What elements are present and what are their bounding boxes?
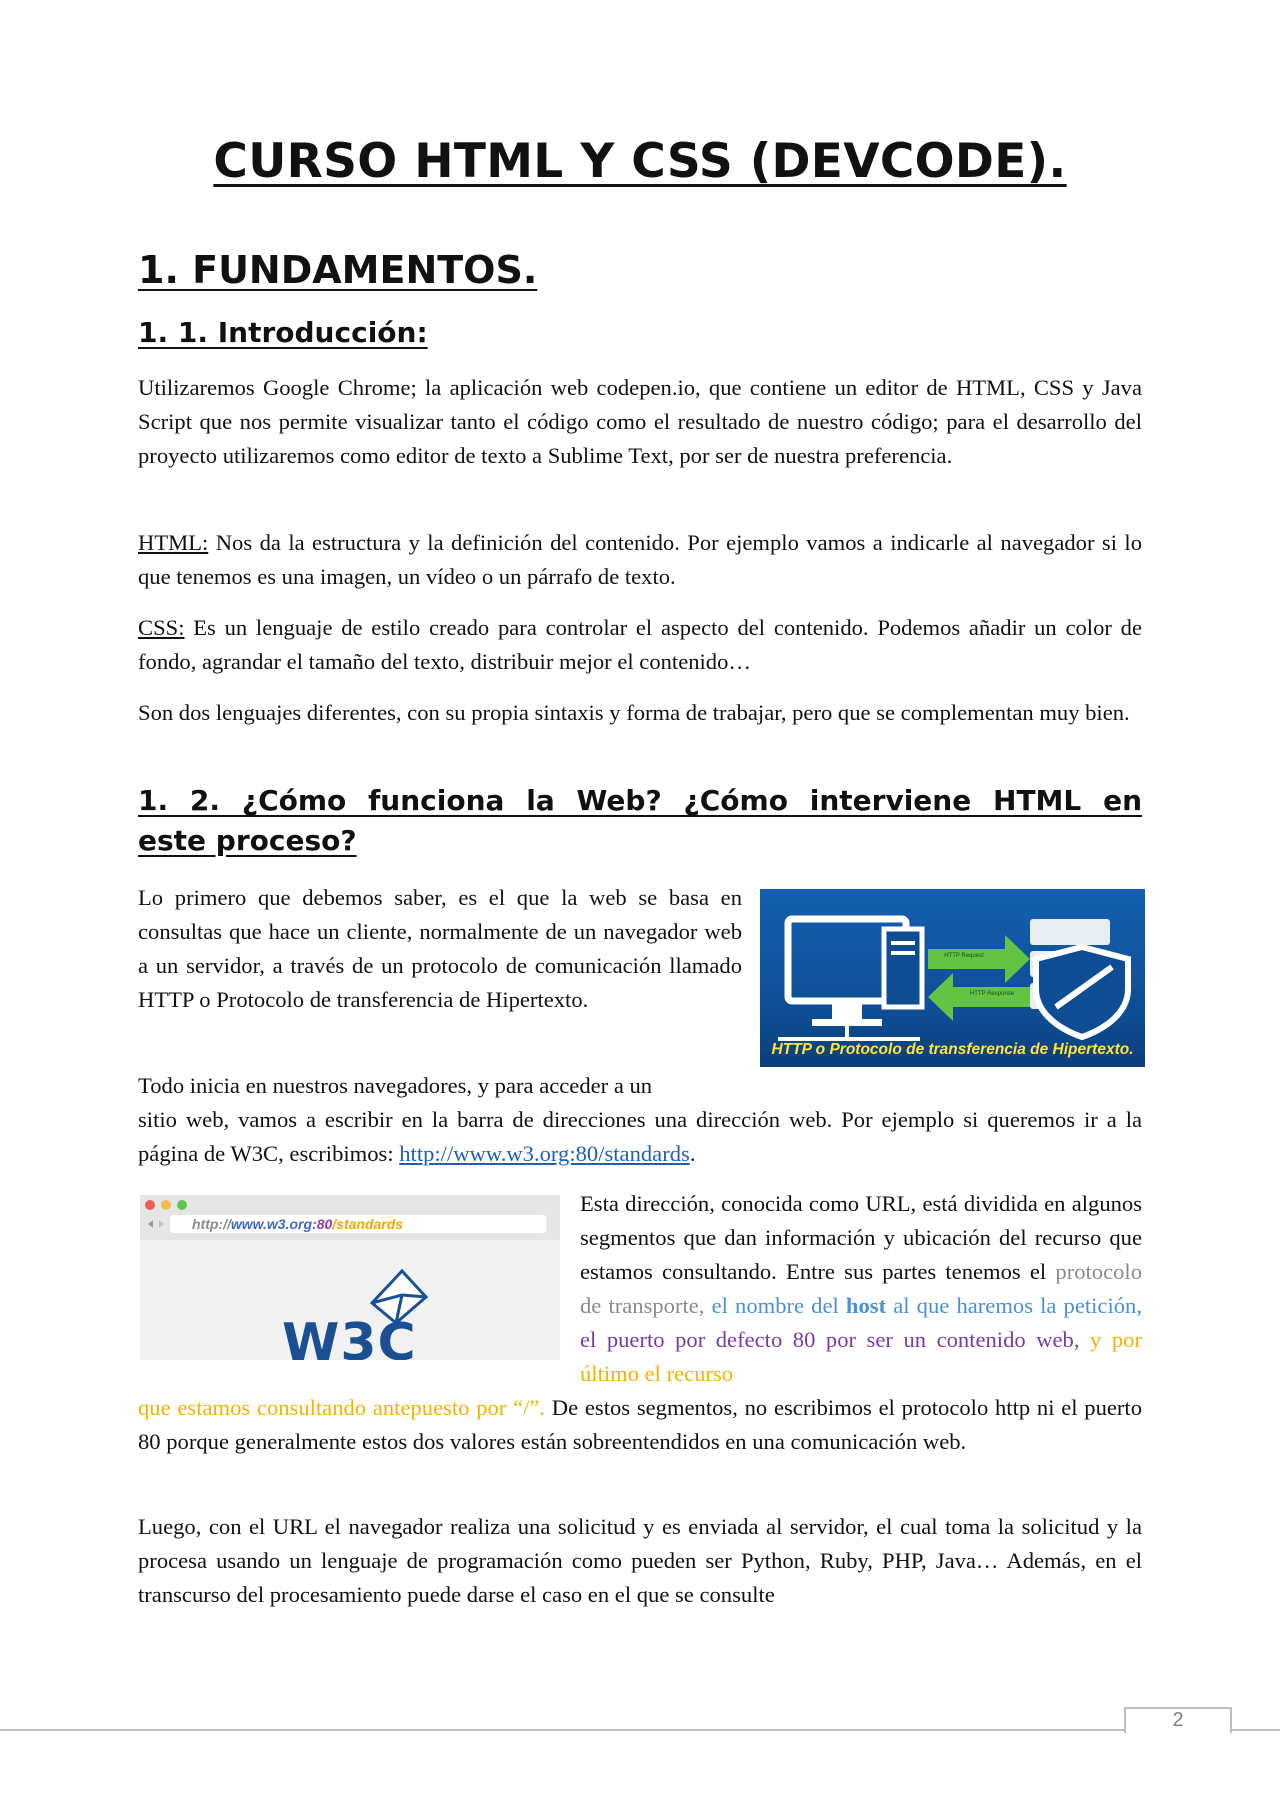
url-segments-paragraph — [580, 1187, 1142, 1391]
resource-segment-text-a: y por último el recurso — [580, 1327, 1142, 1386]
host-segment-pre: el nombre del — [704, 1293, 846, 1318]
url-port: :80 — [312, 1216, 333, 1232]
port-segment-text: el puerto por defecto 80 por ser un contenido web, — [580, 1327, 1080, 1352]
browser-paragraph — [138, 1103, 1142, 1171]
address-bar-url — [170, 1215, 546, 1233]
css-definition-paragraph — [138, 611, 1142, 679]
css-definition: Es un lenguaje de estilo creado para controlar el aspecto del contenido. Podemos añadir un color de fondo, agrandar el tamaño del texto, distribuir mejor el contenido… — [138, 615, 1142, 674]
w3c-standards-link[interactable]: http://www.w3.org:80/standards — [399, 1141, 690, 1166]
w3c-logo: W3C — [282, 1313, 417, 1360]
host-segment-post: al que haremos la petición, — [886, 1293, 1142, 1318]
http-protocol-image — [760, 889, 1145, 1067]
server-process-paragraph: Luego, con el URL el navegador realiza una solicitud y es enviada al servidor, el cual toma la solicitud y la procesa usando un lenguaje de programación como pueden ser Python, Ruby, PHP, Java… Además, en el transcurso del procesamiento puede darse el caso en el que se consulte — [138, 1514, 1142, 1607]
url-protocol: http:// — [192, 1216, 231, 1232]
url-segments-rest: De estos segmentos, no escribimos el protocolo http ni el puerto 80 porque generalmente estos dos valores están sobreentendidos en una comunicación web. — [138, 1395, 1142, 1454]
footer-divider — [0, 1729, 1280, 1731]
url-host: www.w3.org — [230, 1216, 313, 1232]
protocol-segment-text: protocolo de transporte, — [580, 1259, 1142, 1318]
subsection-heading-web-line1: 1. 2. ¿Cómo funciona la Web? ¿Cómo interviene HTML en — [138, 784, 1142, 817]
document-title: CURSO HTML Y CSS (DEVCODE). — [213, 134, 1067, 189]
section-heading-fundamentos: 1. FUNDAMENTOS. — [138, 248, 538, 292]
browser-paragraph-line1: Todo inicia en nuestros navegadores, y para acceder a un — [138, 1073, 653, 1098]
css-term: CSS: — [138, 615, 185, 640]
page-number: 2 — [1172, 1709, 1184, 1731]
subsection-heading-introduccion: 1. 1. Introducción: — [138, 316, 428, 349]
url-segments-paragraph-cont — [138, 1391, 1142, 1459]
url-intro-text: Esta dirección, conocida como URL, está dividida en algunos segmentos que dan información y ubicación del recurso que estamos consultando. Entre sus partes tenemos el — [580, 1191, 1142, 1284]
host-segment-term: host — [845, 1293, 887, 1318]
resource-segment-text-b: que estamos consultando antepuesto por “/”. — [138, 1395, 546, 1420]
w3c-url-image — [140, 1195, 560, 1360]
html-definition: Nos da la estructura y la definición del contenido. Por ejemplo vamos a indicarle al navegador si lo que tenemos es una imagen, un vídeo o un párrafo de texto. — [138, 530, 1142, 589]
html-definition-paragraph — [138, 526, 1142, 594]
languages-paragraph: Son dos lenguajes diferentes, con su propia sintaxis y forma de trabajar, pero que se complementan muy bien. — [138, 700, 1130, 725]
browser-paragraph-end: . — [689, 1141, 696, 1166]
http-response-label: HTTP Response — [969, 991, 1015, 997]
html-term: HTML: — [138, 530, 209, 555]
intro-paragraph: Utilizaremos Google Chrome; la aplicación web codepen.io, que contiene un editor de HTML, CSS y Java Script que nos permite visualizar tanto el código como el resultado de nuestro código; para el desarrollo del proyecto utilizaremos como editor de texto a Sublime Text, por ser de nuestra preferencia. — [138, 375, 1142, 468]
browser-paragraph-text: sitio web, vamos a escribir en la barra de direcciones una dirección web. Por ejemplo si queremos ir a la página de W3C, escribimos: — [138, 1107, 1142, 1166]
url-resource: /standards — [332, 1216, 404, 1232]
http-image-caption: HTTP o Protocolo de transferencia de Hipertexto. — [771, 1041, 1134, 1058]
subsection-heading-web-line2: este proceso? — [138, 824, 357, 857]
http-request-label: HTTP Request — [944, 953, 984, 959]
web-basics-paragraph: Lo primero que debemos saber, es el que la web se basa en consultas que hace un cliente, normalmente de un navegador web a un servidor, a través de un protocolo de comunicación llamado HTTP o Protocolo de transferencia de Hipertexto. — [138, 885, 742, 1012]
